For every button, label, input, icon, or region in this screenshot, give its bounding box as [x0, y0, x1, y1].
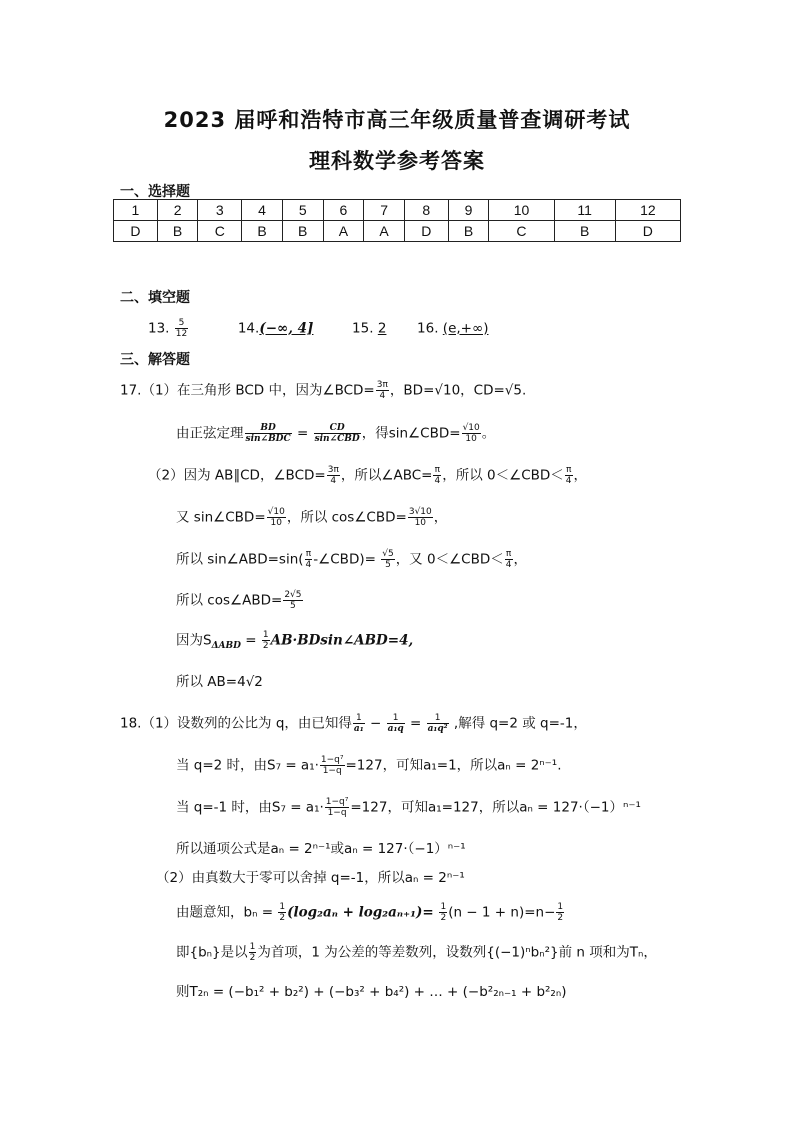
table-cell: B: [554, 221, 615, 242]
fill-blank-answers: [148, 318, 489, 339]
fraction-numerator: √10: [462, 423, 480, 433]
q14-label: 14.: [237, 320, 260, 337]
fraction: [381, 549, 394, 570]
table-cell: B: [282, 221, 323, 242]
answer-row: [114, 221, 681, 242]
fraction: [433, 465, 441, 486]
fraction-denominator: 5: [385, 560, 391, 570]
fraction-numerator: π: [434, 465, 441, 475]
q13-fraction: [175, 318, 188, 339]
text-segment: =: [240, 632, 261, 649]
text-segment: ，: [573, 467, 588, 484]
text-segment: ，: [513, 551, 527, 568]
fraction: [565, 465, 573, 486]
text-segment: 17.（1）在三角形 BCD 中，因为∠BCD=: [120, 382, 375, 399]
fraction-denominator: a₁: [353, 724, 364, 734]
q15-answer: 2: [377, 320, 387, 337]
table-cell: 2: [157, 200, 198, 221]
q18-line-6: [176, 902, 565, 923]
text-segment: AB·BDsin∠ABD=4,: [270, 632, 414, 649]
fraction-numerator: 3π: [376, 380, 388, 390]
fraction: [325, 797, 350, 818]
fraction: [439, 902, 447, 923]
fraction-numerator: 2√5: [284, 590, 302, 600]
fraction: [387, 713, 405, 734]
fraction: [376, 380, 389, 401]
text-segment: =127，可知a₁=127，所以aₙ = 127·（−1）ⁿ⁻¹: [350, 799, 641, 816]
fraction: [262, 630, 270, 651]
fraction: [556, 902, 564, 923]
table-cell: 8: [404, 200, 448, 221]
table-cell: D: [114, 221, 158, 242]
text-segment: =127，可知a₁=1，所以aₙ = 2ⁿ⁻¹.: [345, 757, 562, 774]
q18-line-7: [176, 942, 657, 963]
fraction-numerator: 1: [387, 713, 405, 724]
table-cell: C: [489, 221, 554, 242]
table-cell: C: [198, 221, 242, 242]
table-cell: 3: [198, 200, 242, 221]
fraction-numerator: π: [305, 549, 312, 559]
text-segment: ，得sin∠CBD=: [361, 425, 461, 442]
fraction: [249, 942, 257, 963]
fraction-denominator: 10: [414, 518, 427, 528]
text-segment: ，又 0＜∠CBD＜: [395, 551, 504, 568]
fraction-denominator: 5: [290, 601, 296, 611]
fraction-numerator: π: [505, 549, 512, 559]
fraction-denominator: 2: [262, 641, 269, 651]
text-segment: (log₂aₙ + log₂aₙ₊₁)=: [287, 904, 439, 921]
fraction: [267, 507, 286, 528]
table-cell: 4: [242, 200, 283, 221]
fraction-numerator: 1: [557, 902, 564, 912]
table-cell: B: [448, 221, 489, 242]
text-segment: −: [365, 715, 386, 732]
table-cell: B: [242, 221, 283, 242]
fraction: [427, 713, 449, 734]
section-heading-fill-blank: 二、填空题: [120, 290, 190, 306]
fraction-denominator: 2: [249, 953, 256, 963]
fraction-denominator: 12: [175, 329, 188, 339]
q16-label: 16.: [417, 320, 439, 337]
q15-label: 15.: [352, 320, 374, 337]
fraction-numerator: √5: [382, 549, 394, 559]
q18-line-1: [120, 713, 587, 734]
fraction-numerator: 1−q⁷: [325, 797, 349, 807]
table-cell: 6: [323, 200, 364, 221]
table-cell: A: [323, 221, 364, 242]
question-number-row: [114, 200, 681, 221]
fraction-numerator: 1: [427, 713, 449, 724]
text-segment: 因为S: [176, 632, 212, 649]
table-cell: B: [157, 221, 198, 242]
q17-line-7: [176, 630, 413, 656]
fraction: [353, 713, 365, 734]
q17-line-2: [176, 423, 495, 444]
q18-line-2: [176, 755, 562, 776]
text-segment: 由题意知，bₙ =: [176, 904, 278, 921]
text-segment: ，所以 0＜∠CBD＜: [442, 467, 564, 484]
fraction: [462, 423, 481, 444]
text-segment: 又 sin∠CBD=: [176, 509, 266, 526]
fraction-numerator: 1−q⁷: [320, 755, 344, 765]
fraction-denominator: a₁q: [387, 724, 404, 734]
table-cell: 12: [615, 200, 680, 221]
section-heading-choice: 一、选择题: [120, 184, 190, 200]
fraction-numerator: 1: [440, 902, 447, 912]
table-cell: 1: [114, 200, 158, 221]
q17-line-4: [176, 507, 447, 528]
fraction-denominator: 1−q: [322, 766, 342, 776]
fraction-denominator: 10: [270, 518, 282, 528]
fraction-numerator: π: [565, 465, 572, 475]
fraction: [327, 465, 340, 486]
text-segment: 即{bₙ}是以: [176, 944, 248, 961]
fraction-denominator: sin∠CBD: [314, 434, 360, 444]
text-segment: ，BD=√10，CD=√5.: [389, 382, 527, 399]
fraction: [505, 549, 513, 570]
text-segment: 当 q=-1 时，由S₇ = a₁·: [176, 799, 324, 816]
fraction-denominator: 4: [505, 560, 512, 570]
q17-line-1: [120, 380, 526, 401]
subscript: ΔABD: [211, 641, 241, 652]
fraction-denominator: 2: [440, 913, 447, 923]
text-segment: 为首项，1 为公差的等差数列，设数列{(−1)ⁿbₙ²}前 n 项和为Tₙ，: [257, 944, 657, 961]
text-segment: ，所以∠ABC=: [340, 467, 433, 484]
fraction-numerator: 1: [353, 713, 365, 724]
text-segment: 18.（1）设数列的公比为 q，由已知得: [120, 715, 352, 732]
q16-answer: (e,+∞): [442, 320, 489, 337]
table-cell: D: [404, 221, 448, 242]
fraction: [320, 755, 345, 776]
multiple-choice-answer-table: [113, 199, 681, 242]
text-segment: =: [405, 715, 426, 732]
fraction-denominator: 4: [330, 476, 337, 486]
table-cell: 10: [489, 200, 554, 221]
page-title: 2023 届呼和浩特市高三年级质量普查调研考试: [163, 108, 631, 132]
text-segment: 所以 sin∠ABD=sin(: [176, 551, 304, 568]
fraction-denominator: 4: [305, 560, 312, 570]
text-segment: -∠CBD)=: [313, 551, 381, 568]
fraction-numerator: 3π: [327, 465, 339, 475]
text-segment: ,解得 q=2 或 q=-1，: [449, 715, 587, 732]
q18-line-3: [176, 797, 641, 818]
text-segment: 。: [481, 425, 496, 442]
table-cell: 7: [364, 200, 405, 221]
fraction-numerator: BD: [245, 423, 292, 434]
fraction-denominator: a₁q²: [427, 724, 448, 734]
section-heading-solutions: 三、解答题: [120, 352, 190, 368]
fraction-denominator: 2: [557, 913, 564, 923]
text-segment: 当 q=2 时，由S₇ = a₁·: [176, 757, 319, 774]
fraction-denominator: 1−q: [327, 808, 347, 818]
text-segment: ，: [433, 509, 448, 526]
q18-line-5: （2）由真数大于零可以舍掉 q=-1，所以aₙ = 2ⁿ⁻¹: [156, 870, 465, 886]
table-cell: 11: [554, 200, 615, 221]
fraction: [278, 902, 286, 923]
q17-line-6: [176, 590, 304, 611]
fraction-denominator: 10: [465, 434, 477, 444]
fraction-denominator: 4: [565, 476, 572, 486]
fraction: [314, 423, 361, 444]
fraction-denominator: sin∠BDC: [245, 434, 291, 444]
q18-line-4: 所以通项公式是aₙ = 2ⁿ⁻¹或aₙ = 127·（−1）ⁿ⁻¹: [176, 841, 466, 857]
table-cell: A: [364, 221, 405, 242]
q17-line-8: 所以 AB=4√2: [176, 674, 263, 690]
fraction-numerator: 1: [249, 942, 256, 952]
text-segment: (n − 1 + n)=n−: [448, 904, 556, 921]
fraction-denominator: 4: [379, 391, 386, 401]
table-cell: 5: [282, 200, 323, 221]
fraction-numerator: √10: [267, 507, 285, 517]
fraction-numerator: 1: [279, 902, 286, 912]
text-segment: （2）因为 AB∥CD，∠BCD=: [148, 467, 326, 484]
q13-label: 13.: [148, 320, 170, 337]
fraction-numerator: 3√10: [408, 507, 432, 517]
q18-line-8: 则T₂ₙ = (−b₁² + b₂²) + (−b₃² + b₄²) + … + (−b²₂ₙ₋₁ + b²₂ₙ): [176, 984, 567, 1000]
fraction-denominator: 2: [279, 913, 286, 923]
fraction-denominator: 4: [434, 476, 441, 486]
text-segment: ，所以 cos∠CBD=: [286, 509, 407, 526]
fraction: [408, 507, 433, 528]
q14-answer: (−∞, 4]: [259, 320, 314, 337]
text-segment: =: [292, 425, 313, 442]
fraction-numerator: 1: [262, 630, 269, 640]
table-cell: D: [615, 221, 680, 242]
q17-line-5: [176, 549, 527, 570]
table-cell: 9: [448, 200, 489, 221]
fraction: [283, 590, 302, 611]
text-segment: 由正弦定理: [176, 425, 244, 442]
text-segment: 所以 cos∠ABD=: [176, 592, 283, 609]
fraction: [245, 423, 292, 444]
fraction: [305, 549, 313, 570]
page-subtitle: 理科数学参考答案: [309, 149, 485, 173]
q17-line-3: [148, 465, 587, 486]
fraction-numerator: CD: [314, 423, 361, 434]
fraction-numerator: 5: [175, 318, 188, 329]
